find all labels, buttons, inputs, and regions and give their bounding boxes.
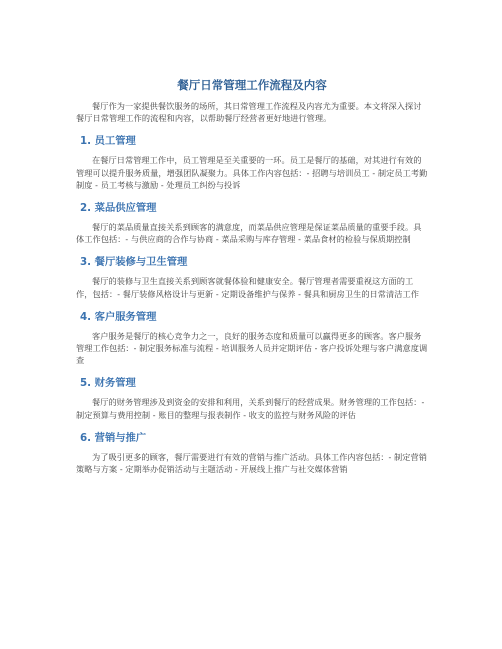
section-body: 餐厅的财务管理涉及到资金的安排和利用，关系到餐厅的经营成果。财务管理的工作包括：- 制定预算与费用控制 - 账目的整理与报表制作 - 收支的监控与财务风险的评估 (76, 397, 425, 420)
section-body: 餐厅的装修与卫生直接关系到顾客就餐体验和健康安全。餐厅管理者需要重视这方面的工作，包括：- 餐厅装修风格设计与更新 - 定期设备维护与保养 - 餐具和厨房卫生的日常清洁工作 (76, 276, 419, 299)
section-heading: 6. 营销与推广 (80, 431, 147, 444)
section-body: 餐厅的菜品质量直接关系到顾客的满意度，而菜品供应管理是保证菜品质量的重要手段。具体工作包括：- 与供应商的合作与协商 - 菜品采购与库存管理 - 菜品食材的检验与保质期控制 (76, 222, 422, 245)
section-financial-management (76, 377, 428, 420)
intro-paragraph: 餐厅作为一家提供餐饮服务的场所，其日常管理工作流程及内容尤为重要。本文将深入探讨餐厅日常管理工作的流程和内容，以帮助餐厅经营者更好地进行管理。 (76, 101, 422, 124)
section-heading: 5. 财务管理 (80, 377, 136, 390)
section-body: 为了吸引更多的顾客，餐厅需要进行有效的营销与推广活动。具体工作内容包括：- 制定营销策略与方案 - 定期举办促销活动与主题活动 - 开展线上推广与社交媒体营销 (76, 451, 427, 475)
section-body: 客户服务是餐厅的核心竞争力之一，良好的服务态度和质量可以赢得更多的顾客。客户服务管理工作包括：- 制定服务标准与流程 - 培训服务人员并定期评估 - 客户投诉处理与客户满意度调查 (76, 330, 428, 366)
section-body: 在餐厅日常管理工作中，员工管理是至关重要的一环。员工是餐厅的基础，对其进行有效的管理可以提升服务质量，增强团队凝聚力。具体工作内容包括：- 招聘与培训员工 - 制定员工考勤制度 - 员工考核与激励 - 处理员工纠纷与投诉 (76, 155, 428, 190)
document-page (76, 78, 428, 475)
section-heading: 3. 餐厅装修与卫生管理 (80, 256, 188, 269)
section-heading: 2. 菜品供应管理 (80, 202, 157, 215)
section-heading: 1. 员工管理 (80, 135, 136, 148)
section-decoration-hygiene-management (76, 256, 428, 299)
document-title: 餐厅日常管理工作流程及内容 (177, 78, 327, 92)
section-staff-management (76, 135, 428, 191)
section-dish-supply-management (76, 202, 428, 245)
section-customer-service-management (76, 311, 428, 367)
section-heading: 4. 客户服务管理 (80, 310, 157, 323)
section-marketing-promotion (76, 432, 428, 475)
